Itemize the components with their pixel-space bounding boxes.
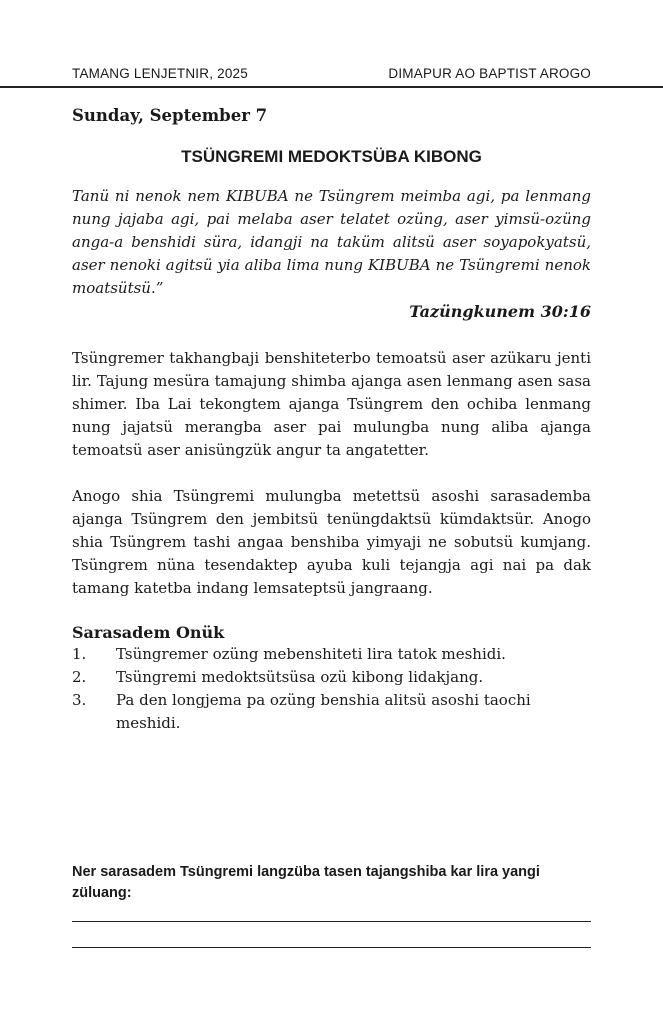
body-paragraph-2: Anogo shia Tsüngremi mulungba metettsü asoshi sarasademba ajanga Tsüngrem den jembitsü tenüngdaktsü kümdaktsür. Anogo shia Tsüngrem tashi angaa benshiba yimyaji ne sobutsü kumjang. Tsüngrem nüna tesendaktep ayuba kuli tejangja agi nai pa dak tamang katetba indang lemsateptsü jangraang. [72,487,591,597]
writing-line-2[interactable] [72,947,591,948]
writing-prompt: Ner sarasadem Tsüngremi langzüba tasen tajangshiba kar lira yangi züluang: [72,864,540,901]
list-item-text: Pa den longjema pa ozüng benshia alitsü asoshi taochi meshidi. [116,691,531,732]
page-title: TSÜNGREMI MEDOKTSÜBA KIBONG [181,147,482,166]
scripture-reference: Tazüngkunem 30:16 [409,302,591,321]
scripture-verse: Tanü ni nenok nem KIBUBA ne Tsüngrem meimba agi, pa lenmang nung jajaba agi, pai melaba aser telatet ozüng, aser yimsü-ozüng anga-a benshidi süra, idangji na taküm alitsü aser soyapokyatsü, aser nenoki agitsü yia aliba lima nung KIBUBA ne Tsüngremi nenok moatsütsü.” [72,187,591,297]
reflection-title: Sarasadem Onük [72,623,225,642]
page-date: Sunday, September 7 [72,106,268,125]
list-item-number: 2. [72,668,87,686]
writing-line-1[interactable] [72,921,591,922]
list-item-text: Tsüngremi medoktsütsüsa ozü kibong lidakjang. [116,668,484,686]
header-right-text: DIMAPUR AO BAPTIST AROGO [388,66,591,81]
list-item-number: 1. [72,645,87,663]
reflection-list [72,643,591,735]
body-paragraph-1: Tsüngremer takhangbaji benshiteterbo temoatsü aser azükaru jenti lir. Tajung mesüra tamajung shimba ajanga asen lenmang asen sasa shimer. Iba Lai tekongtem ajanga Tsüngrem den ochiba lenmang nung jajatsü merangba aser pai mulungba nung aliba ajanga temoatsü aser anisüngzük angur ta angatetter. [72,349,591,459]
running-header [72,66,591,81]
header-rule [0,86,663,88]
list-item [72,666,591,689]
list-item [72,643,591,666]
page-content [72,106,591,735]
list-item [72,689,591,735]
list-item-number: 3. [72,691,87,709]
list-item-text: Tsüngremer ozüng mebenshiteti lira tatok meshidi. [116,645,506,663]
header-left-text: TAMANG LENJETNIR, 2025 [72,66,248,81]
